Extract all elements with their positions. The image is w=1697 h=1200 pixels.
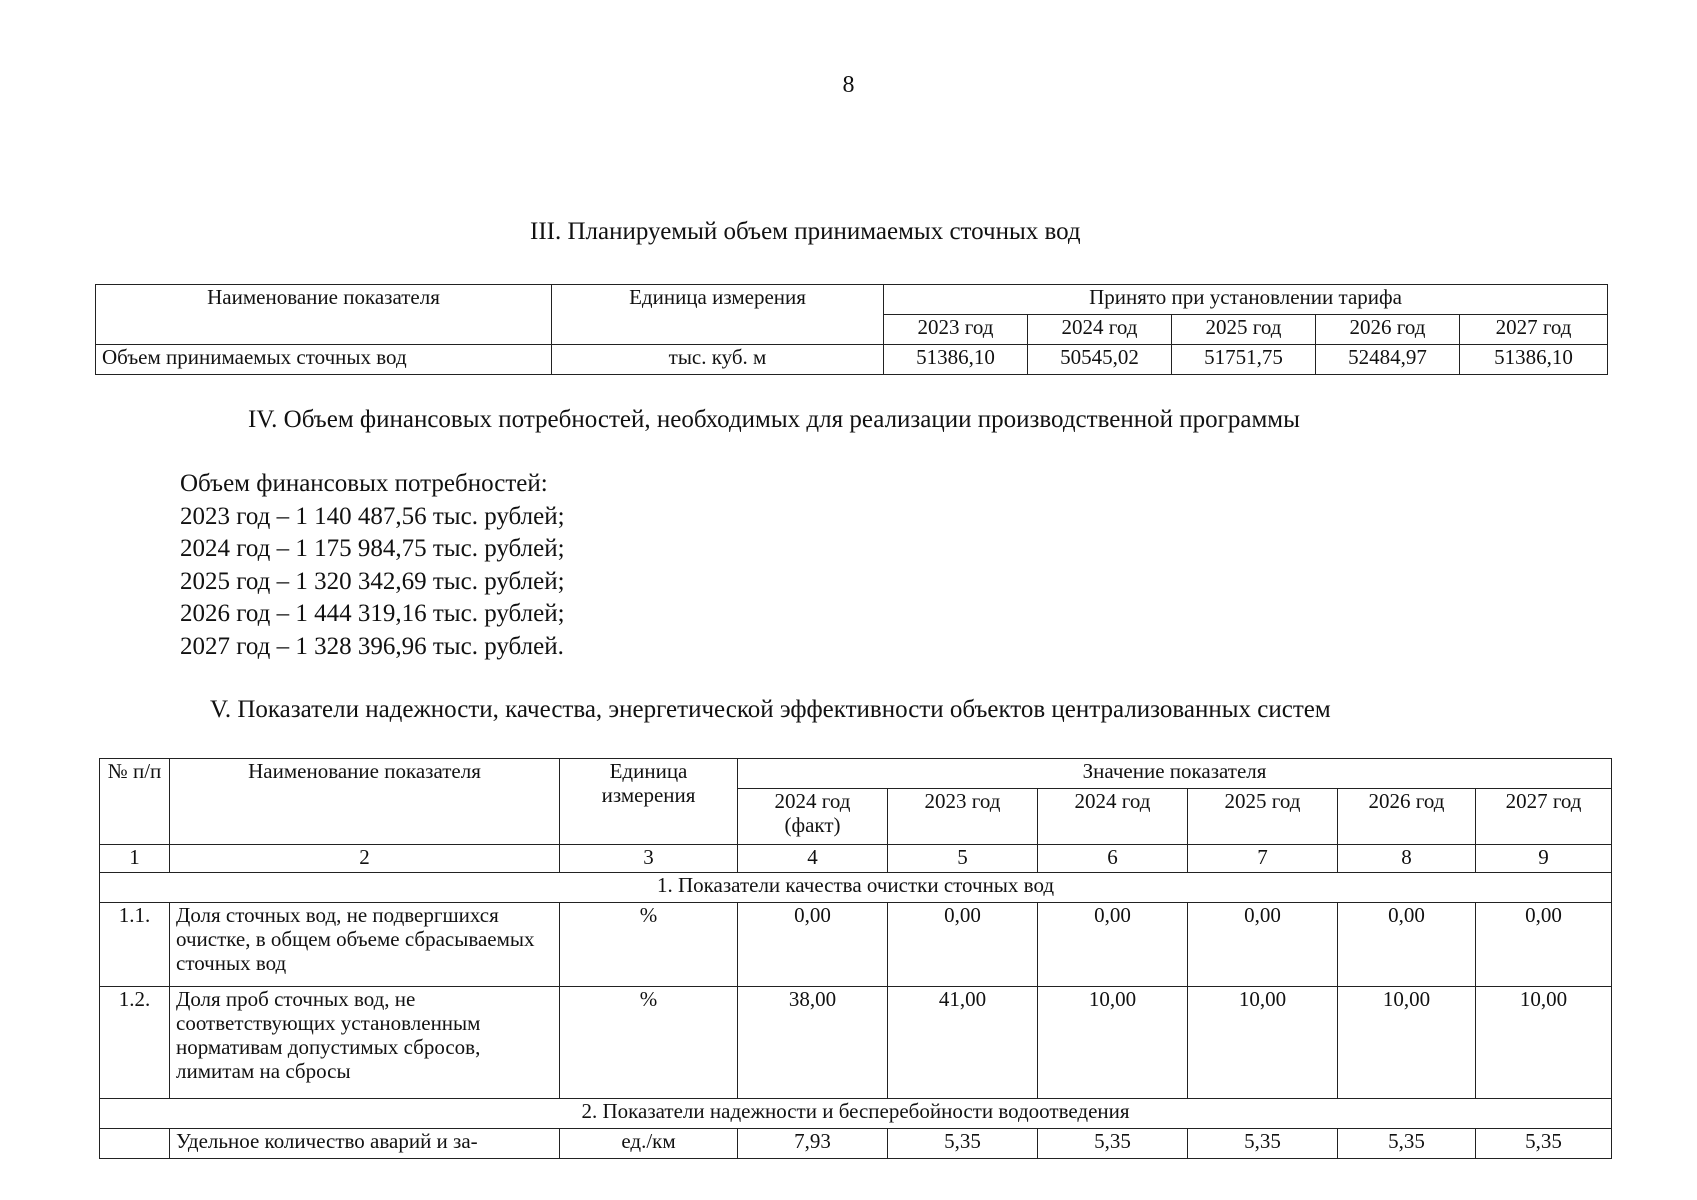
row-name: Удельное количество аварий и за- — [170, 1129, 560, 1159]
header-year: 2025 год — [1188, 789, 1338, 845]
row-value: 10,00 — [1338, 987, 1476, 1099]
page-number: 8 — [842, 72, 855, 98]
header-accepted: Принято при установлении тарифа — [884, 285, 1608, 315]
row-value: 7,93 — [738, 1129, 888, 1159]
header-fact-year-label: 2024 год — [774, 789, 851, 813]
financial-line: 2027 год – 1 328 396,96 тыс. рублей. — [180, 632, 564, 660]
row-value: 5,35 — [1338, 1129, 1476, 1159]
col-number: 3 — [560, 845, 738, 873]
financial-line: 2024 год – 1 175 984,75 тыс. рублей; — [180, 535, 565, 562]
header-year: 2024 год — [1028, 315, 1172, 345]
header-value: Значение показателя — [738, 759, 1612, 789]
header-year: 2024 год — [1038, 789, 1188, 845]
financial-needs-block — [180, 468, 565, 663]
row-value: 51386,10 — [1460, 345, 1608, 375]
row-value: 52484,97 — [1316, 345, 1460, 375]
col-number: 5 — [888, 845, 1038, 873]
financial-line: 2023 год – 1 140 487,56 тыс. рублей; — [180, 502, 565, 530]
row-value: 5,35 — [1476, 1129, 1612, 1159]
row-name: Объем принимаемых сточных вод — [96, 345, 552, 375]
row-name: Доля сточных вод, не подвергшихся очистке, в общем объеме сбрасываемых сточных вод — [170, 903, 560, 987]
section-5-title: V. Показатели надежности, качества, энергетической эффективности объектов централизованных систем — [210, 696, 1331, 723]
row-num: 1.2. — [100, 987, 170, 1099]
header-year: 2026 год — [1316, 315, 1460, 345]
row-value: 0,00 — [738, 903, 888, 987]
indicators-table — [99, 758, 1612, 1159]
financial-line: 2025 год – 1 320 342,69 тыс. рублей; — [180, 567, 565, 595]
group-heading-quality: 1. Показатели качества очистки сточных вод — [100, 873, 1612, 903]
row-value: 10,00 — [1476, 987, 1612, 1099]
row-value: 50545,02 — [1028, 345, 1172, 375]
header-unit: Единица измерения — [560, 759, 738, 845]
group-heading-reliability: 2. Показатели надежности и бесперебойности водоотведения — [100, 1099, 1612, 1129]
col-number: 1 — [100, 845, 170, 873]
header-num: № п/п — [100, 759, 170, 845]
row-unit: % — [560, 903, 738, 987]
column-numbers-row — [100, 845, 1612, 873]
wastewater-volume-table — [95, 284, 1608, 375]
row-unit: % — [560, 987, 738, 1099]
table-row — [96, 345, 1608, 375]
header-name: Наименование показателя — [170, 759, 560, 845]
col-number: 4 — [738, 845, 888, 873]
header-year: 2023 год — [884, 315, 1028, 345]
header-fact-year — [738, 789, 888, 845]
table-row — [100, 1129, 1612, 1159]
col-number: 7 — [1188, 845, 1338, 873]
section-3-title: III. Планируемый объем принимаемых сточных вод — [530, 218, 1081, 245]
row-value: 10,00 — [1038, 987, 1188, 1099]
row-value: 0,00 — [1476, 903, 1612, 987]
row-value: 41,00 — [888, 987, 1038, 1099]
row-value: 0,00 — [1338, 903, 1476, 987]
header-year: 2026 год — [1338, 789, 1476, 845]
row-value: 5,35 — [1038, 1129, 1188, 1159]
row-value: 51751,75 — [1172, 345, 1316, 375]
row-value: 10,00 — [1188, 987, 1338, 1099]
header-year: 2027 год — [1476, 789, 1612, 845]
header-name: Наименование показателя — [96, 285, 552, 345]
header-year: 2023 год — [888, 789, 1038, 845]
col-number: 8 — [1338, 845, 1476, 873]
row-value: 51386,10 — [884, 345, 1028, 375]
row-value: 5,35 — [888, 1129, 1038, 1159]
col-number: 2 — [170, 845, 560, 873]
financial-intro: Объем финансовых потребностей: — [180, 470, 548, 497]
row-value: 0,00 — [1188, 903, 1338, 987]
header-year: 2025 год — [1172, 315, 1316, 345]
row-value: 0,00 — [888, 903, 1038, 987]
table-row — [100, 903, 1612, 987]
row-name: Доля проб сточных вод, не соответствующих установленным нормативам допустимых сбросов, лимитам на сбросы — [170, 987, 560, 1099]
header-year: 2027 год — [1460, 315, 1608, 345]
row-num: 1.1. — [100, 903, 170, 987]
col-number: 6 — [1038, 845, 1188, 873]
financial-line: 2026 год – 1 444 319,16 тыс. рублей; — [180, 600, 565, 627]
row-value: 38,00 — [738, 987, 888, 1099]
table-row — [100, 987, 1612, 1099]
row-unit: тыс. куб. м — [552, 345, 884, 375]
row-num — [100, 1129, 170, 1159]
row-value: 5,35 — [1188, 1129, 1338, 1159]
row-value: 0,00 — [1038, 903, 1188, 987]
row-unit: ед./км — [560, 1129, 738, 1159]
header-fact-label: (факт) — [784, 813, 841, 837]
col-number: 9 — [1476, 845, 1612, 873]
header-unit: Единица измерения — [552, 285, 884, 345]
section-4-title: IV. Объем финансовых потребностей, необходимых для реализации производственной программы — [248, 406, 1300, 433]
